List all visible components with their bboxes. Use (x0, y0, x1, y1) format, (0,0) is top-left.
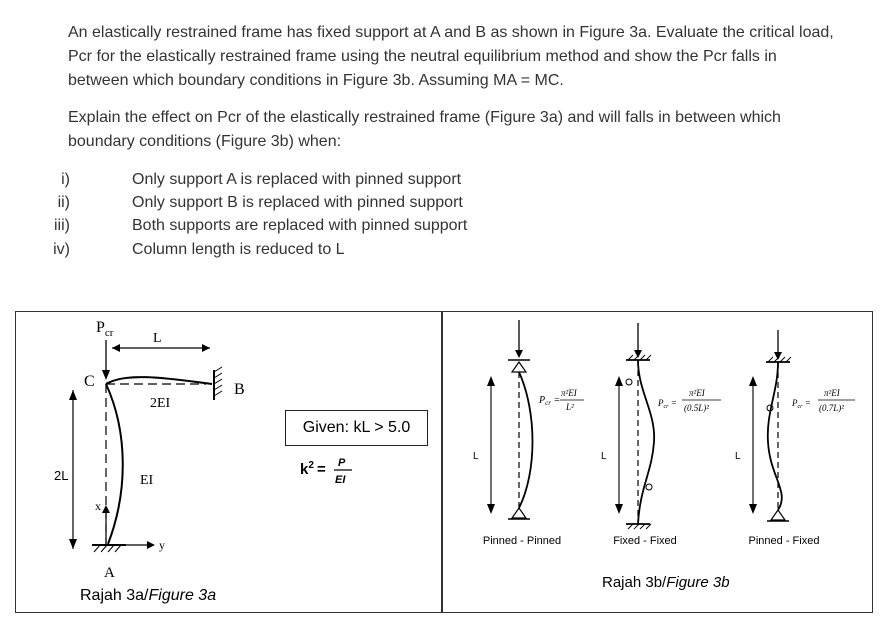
node-c-label: C (84, 373, 95, 390)
case-1-pcr-label: $P_{cr}$ = (539, 395, 561, 407)
question-paragraph-2: Explain the effect on Pcr of the elastically restrained frame (Figure 3a) and will falls in between which boundary conditions (Figure 3b) when: (68, 109, 781, 150)
case-3-length-arrow-top (749, 376, 757, 386)
span-arrow-left (112, 344, 120, 352)
case-2-buckled-shape (638, 360, 654, 524)
case-3-label: Pinned - Fixed (748, 535, 820, 547)
case-1-numerator: π²EI (561, 388, 577, 398)
case-1-length-arrow-bottom (487, 504, 495, 514)
case-2-label: Fixed - Fixed (613, 535, 677, 547)
case-1-bottom-pin (512, 508, 526, 518)
list-item-text: Both supports are replaced with pinned support (132, 217, 468, 234)
case-2-top-pin-circle (626, 379, 632, 385)
height-arrow-bottom (69, 539, 77, 549)
beam-stiffness-label: 2EI (150, 396, 171, 411)
case-2-length-arrow-top (615, 376, 623, 386)
question-paragraph-1: An elastically restrained frame has fixed support at A and B as shown in Figure 3a. Evaluate the critical load, Pcr for the elastically restrained frame using the neutral equilibrium method and show the Pcr falls in between which boundary conditions in Figure 3b. Assuming MA = MC. (68, 24, 834, 89)
case-2-bottom-pin-circle (646, 484, 652, 490)
height-arrow-top (69, 390, 77, 400)
figure-3b-panel (441, 311, 873, 613)
figure-3b-diagram (442, 312, 872, 612)
height-label: 2L (54, 468, 69, 483)
list-item-text: Only support A is replaced with pinned support (132, 171, 462, 188)
case-fixed-fixed (601, 323, 721, 547)
load-arrow-head (102, 370, 110, 380)
span-arrow-right (202, 344, 210, 352)
load-label: $P_{cr}$ (96, 319, 114, 339)
column-stiffness-label: EI (140, 473, 154, 488)
case-1-top-pin (512, 362, 526, 372)
case-1-denominator: L² (566, 402, 574, 412)
list-item-text: Column length is reduced to L (132, 241, 345, 258)
figure-3a-caption: Rajah 3a/Figure 3a (80, 587, 217, 604)
case-pinned-fixed (735, 330, 855, 547)
case-2-length-label: L (601, 451, 607, 462)
case-3-length-label: L (735, 451, 741, 462)
k-denominator: EI (335, 474, 346, 486)
case-1-length-arrow-top (487, 376, 495, 386)
x-axis-arrow (102, 505, 110, 513)
list-item-number: iii) (54, 217, 70, 234)
case-1-buckled-shape (519, 372, 533, 508)
column-deformed (106, 384, 123, 544)
figure-3a-panel (15, 311, 443, 613)
list-item-number: iv) (53, 241, 70, 258)
support-b-hatch (214, 367, 222, 396)
list-item-number: ii) (57, 194, 70, 211)
k-equals: = (317, 461, 326, 478)
case-2-numerator: π²EI (689, 388, 705, 398)
given-box: Given: kL > 5.0 (285, 410, 428, 446)
case-2-load-arrow-head (634, 350, 642, 358)
case-3-bottom-pin (771, 510, 785, 520)
case-3-pcr-label: $P_{cr}$ = (792, 398, 811, 410)
k-formula (298, 452, 368, 496)
figure-3a-diagram (16, 312, 442, 612)
case-3-denominator: (0.7L)² (819, 403, 844, 413)
case-2-length-arrow-bottom (615, 504, 623, 514)
span-label: L (153, 331, 162, 346)
case-3-numerator: π²EI (824, 388, 840, 398)
node-b-label: B (234, 381, 245, 398)
case-3-buckled-shape (768, 362, 782, 510)
k-symbol: $k^2$ (300, 460, 314, 478)
case-1-label: Pinned - Pinned (482, 535, 562, 547)
case-2-denominator: (0.5L)² (684, 403, 709, 413)
case-3-load-arrow-head (774, 352, 782, 360)
list-item-text: Only support B is replaced with pinned support (132, 194, 463, 211)
y-axis-label: y (159, 538, 165, 552)
case-pinned-pinned (473, 320, 584, 547)
figure-3b-caption: Rajah 3b/Figure 3b (602, 574, 730, 591)
case-1-load-arrow-head (515, 350, 523, 358)
beam-deformed (106, 377, 212, 384)
case-3-length-arrow-bottom (749, 504, 757, 514)
k-numerator: P (338, 457, 346, 469)
list-item-number: i) (61, 171, 70, 188)
case-1-length-label: L (473, 451, 479, 462)
node-a-label: A (104, 565, 115, 581)
case-2-pcr-label: $P_{cr}$ = (658, 398, 677, 410)
y-axis-arrow (147, 541, 155, 549)
support-a-hatch (94, 545, 121, 552)
x-axis-label: x (95, 499, 101, 513)
